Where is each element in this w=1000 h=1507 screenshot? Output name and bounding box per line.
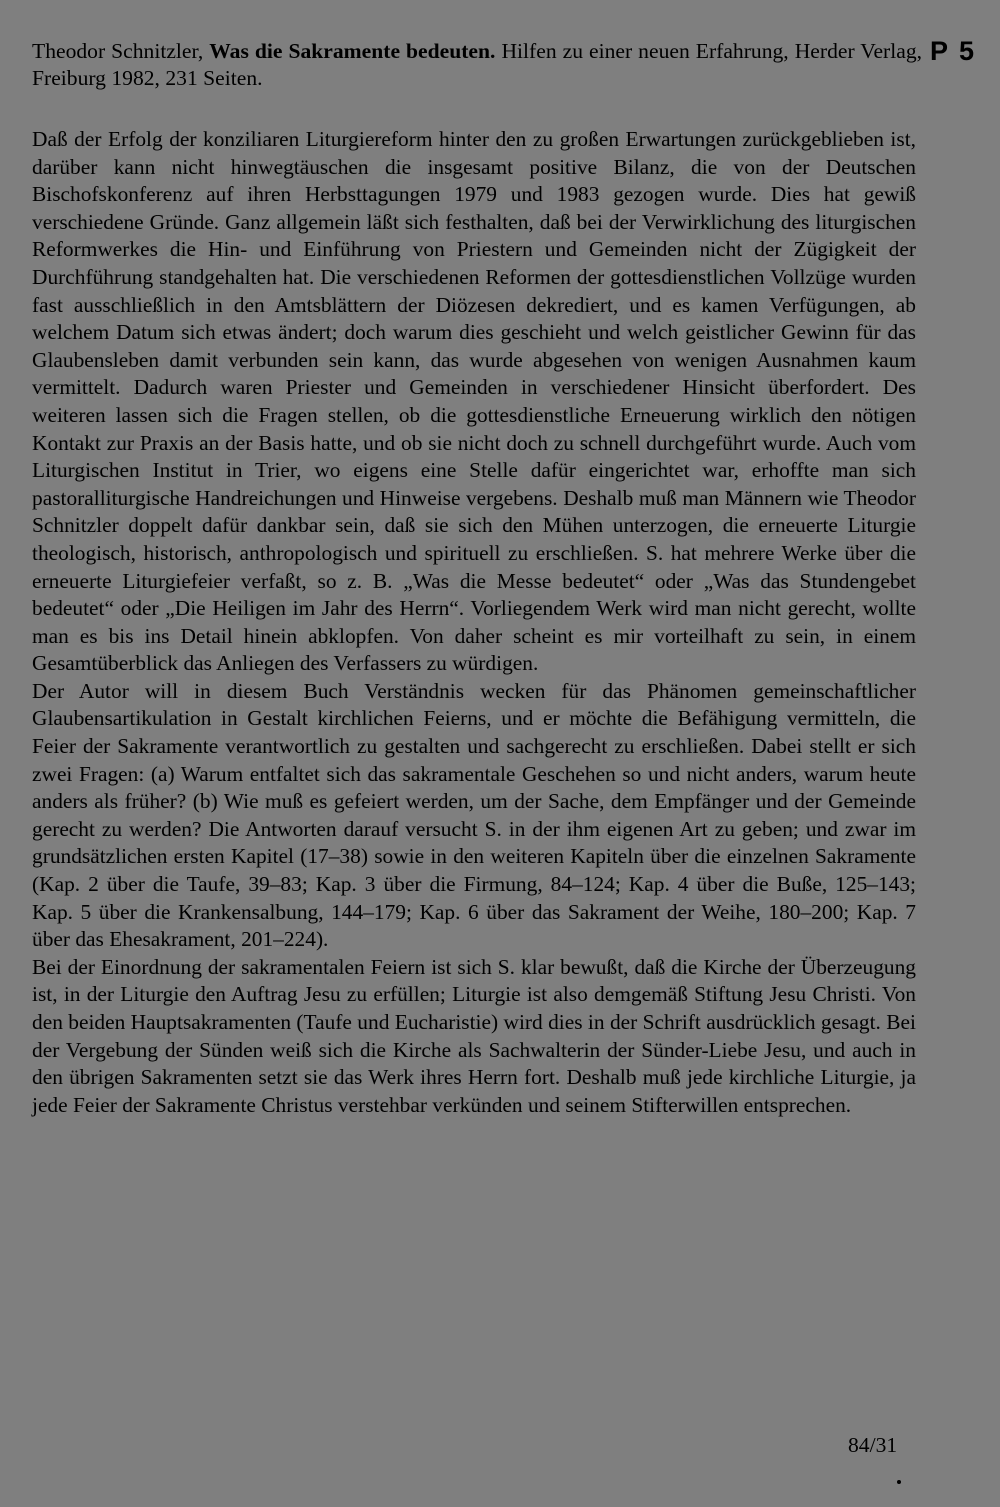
body-paragraph: Daß der Erfolg der konziliaren Liturgiereform hinter den zu großen Erwartungen zurückgeblieben ist, darüber kann nicht hinwegtäuschen die insgesamt positive Bilanz, die von der Deutschen Bischofskonferenz auf ihren Herbsttagungen 1979 und 1983 gezogen wurde. Dies hat gewiß verschiedene Gründe. Ganz allgemein läßt sich festhalten, daß bei der Verwirklichung des liturgischen Reformwerkes die Hin- und Einführung von Priestern und Gemeinden nicht der Zügigkeit der Durchführung standgehalten hat. Die verschiedenen Reformen der gottesdienstlichen Vollzüge wurden fast ausschließlich in den Amtsblättern der Diözesen dekrediert, und es kamen Verfügungen, ab welchem Datum sich etwas ändert; doch warum dies geschieht und welch geistlicher Gewinn für das Glaubensleben damit verbunden sein kann, das wurde abgesehen von wenigen Ausnahmen kaum vermittelt. Dadurch waren Priester und Gemeinden in verschiedener Hinsicht überfordert. Des weiteren lassen sich die Fragen stellen, ob die gottesdienstliche Erneuerung wirklich den nötigen Kontakt zur Praxis an der Basis hatte, und ob sie nicht doch zu schnell durchgeführt wurde. Auch vom Liturgischen Institut in Trier, wo eigens eine Stelle dafür eingerichtet war, erhoffte man sich pastoralliturgische Handreichungen und Hinweise vergebens. Deshalb muß man Männern wie Theodor Schnitzler doppelt dafür dankbar sein, daß sie sich den Mühen unterzogen, die erneuerte Liturgie theologisch, historisch, anthropologisch und spirituell zu erschließen. S. hat mehrere Werke über die erneuerte Liturgiefeier verfaßt, so z. B. „Was die Messe bedeutet“ oder „Was das Stundengebet bedeutet“ oder „Die Heiligen im Jahr des Herrn“. Vorliegendem Werk wird man nicht gerecht, wollte man es bis ins Detail hinein abklopfen. Von daher scheint es mir vorteilhaft zu sein, in einem Gesamtüberblick das Anliegen des Verfassers zu würdigen. bbox=[32, 127, 916, 676]
page-number: 84/31 bbox=[848, 1433, 898, 1457]
corner-mark: P 5 bbox=[930, 36, 977, 66]
speck-mark bbox=[897, 1480, 901, 1484]
header-author: Theodor Schnitzler, bbox=[32, 39, 210, 63]
bibliographic-header bbox=[32, 38, 922, 92]
review-body bbox=[32, 126, 916, 1119]
body-paragraph: Der Autor will in diesem Buch Verständnis wecken für das Phänomen gemeinschaftlicher Glaubensartikulation in Gestalt kirchlichen Feierns, und er möchte die Befähigung vermitteln, die Feier der Sakramente verantwortlich zu gestalten und sachgerecht zu erschließen. Dabei stellt er sich zwei Fragen: (a) Warum entfaltet sich das sakramentale Geschehen so und nicht anders, warum heute anders als früher? (b) Wie muß es gefeiert werden, um der Sache, dem Empfänger und der Gemeinde gerecht zu werden? Die Antworten darauf versucht S. in der ihm eigenen Art zu geben; und zwar im grundsätzlichen ersten Kapitel (17–38) sowie in den weiteren Kapiteln über die einzelnen Sakramente (Kap. 2 über die Taufe, 39–83; Kap. 3 über die Firmung, 84–124; Kap. 4 über die Buße, 125–143; Kap. 5 über die Krankensalbung, 144–179; Kap. 6 über das Sakrament der Weihe, 180–200; Kap. 7 über das Ehesakrament, 201–224). bbox=[32, 678, 916, 952]
body-paragraph: Bei der Einordnung der sakramentalen Feiern ist sich S. klar bewußt, daß die Kirche der Überzeugung ist, in der Liturgie den Auftrag Jesu zu erfüllen; Liturgie ist also demgemäß Stiftung Jesu Christi. Von den beiden Hauptsakramenten (Taufe und Eucharistie) wird dies in der Schrift ausdrücklich gesagt. Bei der Vergebung der Sünden weiß sich die Kirche als Sachwalterin der Sünder-Liebe Jesu, und auch in den übrigen Sakramenten setzt sie das Werk ihres Herrn fort. Deshalb muß jede kirchliche Liturgie, ja jede Feier der Sakramente Christus verstehbar verkünden und seinem Stifterwillen entsprechen. bbox=[32, 954, 916, 1117]
header-publication-details: Hilfen zu einer neuen Erfahrung, Herder Verlag, Freiburg 1982, 231 Seiten. bbox=[32, 39, 923, 90]
header-book-title: Was die Sakramente bedeuten. bbox=[209, 39, 496, 63]
